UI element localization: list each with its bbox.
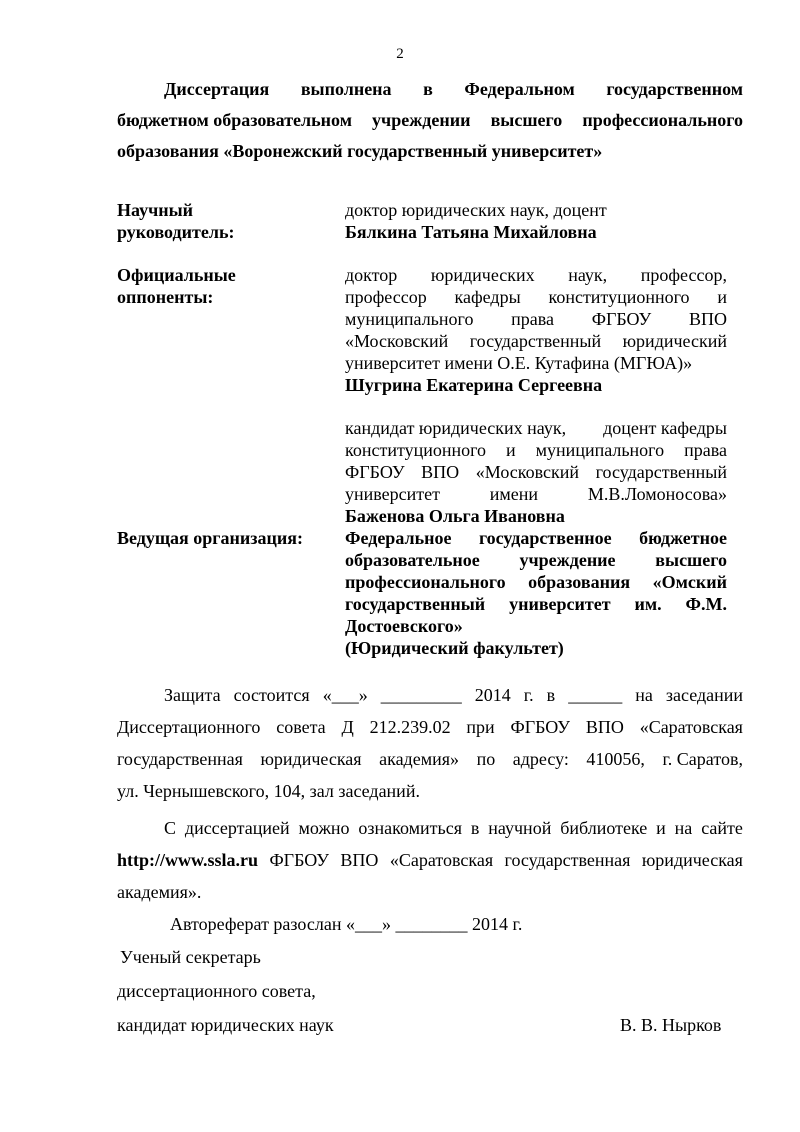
opponent-1-name: Шугрина Екатерина Сергеевна — [345, 375, 603, 395]
supervisor-label: Научный руководитель: — [117, 200, 235, 242]
intro-line-1: Диссертация выполнена в Федеральном государственном — [164, 79, 743, 99]
leading-org-label: Ведущая организация: — [117, 528, 303, 548]
opponent-2-name: Баженова Ольга Ивановна — [345, 506, 565, 526]
opponent-2-info: кандидат юридических наук, доцент кафедры конституционного и муниципального права ФГБОУ ВПО «Московский государственный университет имени М.В.Ломоносова» Баженова Ольга Ивановна — [345, 418, 727, 526]
opponent-1-info: доктор юридических наук, профессор, профессор кафедры конституционного и муниципального права ФГБОУ ВПО «Московский государственный юридический университет имени О.Е. Кутафина (МГЮА)» Шугрина Екатерина Сергеевна — [345, 265, 727, 395]
page-number: 2 — [396, 46, 404, 62]
supervisor-name: Бялкина Татьяна Михайловна — [345, 222, 597, 242]
secretary-title-line-1: Ученый секретарь — [120, 947, 261, 967]
leading-org-info: Федеральное государственное бюджетное образовательное учреждение высшего профессионального образования «Омский государственный университет им. Ф.М. Достоевского» (Юридический факультет) — [345, 528, 727, 658]
intro-paragraph — [117, 74, 743, 167]
intro-line-3: образования «Воронежский государственный университет» — [117, 141, 603, 161]
secretary-name: В. В. Нырков — [620, 1015, 722, 1035]
intro-line-2: бюджетном образовательном учреждении высшего профессионального — [117, 110, 743, 130]
site-url-link[interactable]: http://www.ssla.ru — [117, 850, 259, 870]
supervisor-info: доктор юридических наук, доцент Бялкина Татьяна Михайловна — [345, 199, 727, 243]
opponents-label: Официальные оппоненты: — [117, 265, 236, 307]
abstract-sent-line: Автореферат разослан «___» ________ 2014 г. — [170, 914, 523, 934]
library-paragraph: С диссертацией можно ознакомиться в научной библиотеке и на сайте http://www.ssla.ru ФГБОУ ВПО «Саратовская государственная юридическая академия». — [117, 818, 743, 902]
secretary-title-line-2: диссертационного совета, — [117, 981, 316, 1001]
defense-paragraph: Защита состоится «___» _________ 2014 г. в ______ на заседании Диссертационного совета Д 212.239.02 при ФГБОУ ВПО «Саратовская государственная юридическая академия» по адресу: 410056, г. Саратов, ул. Чернышевского, 104, зал заседаний. — [117, 685, 743, 801]
secretary-title-line-3: кандидат юридических наук — [117, 1015, 334, 1035]
